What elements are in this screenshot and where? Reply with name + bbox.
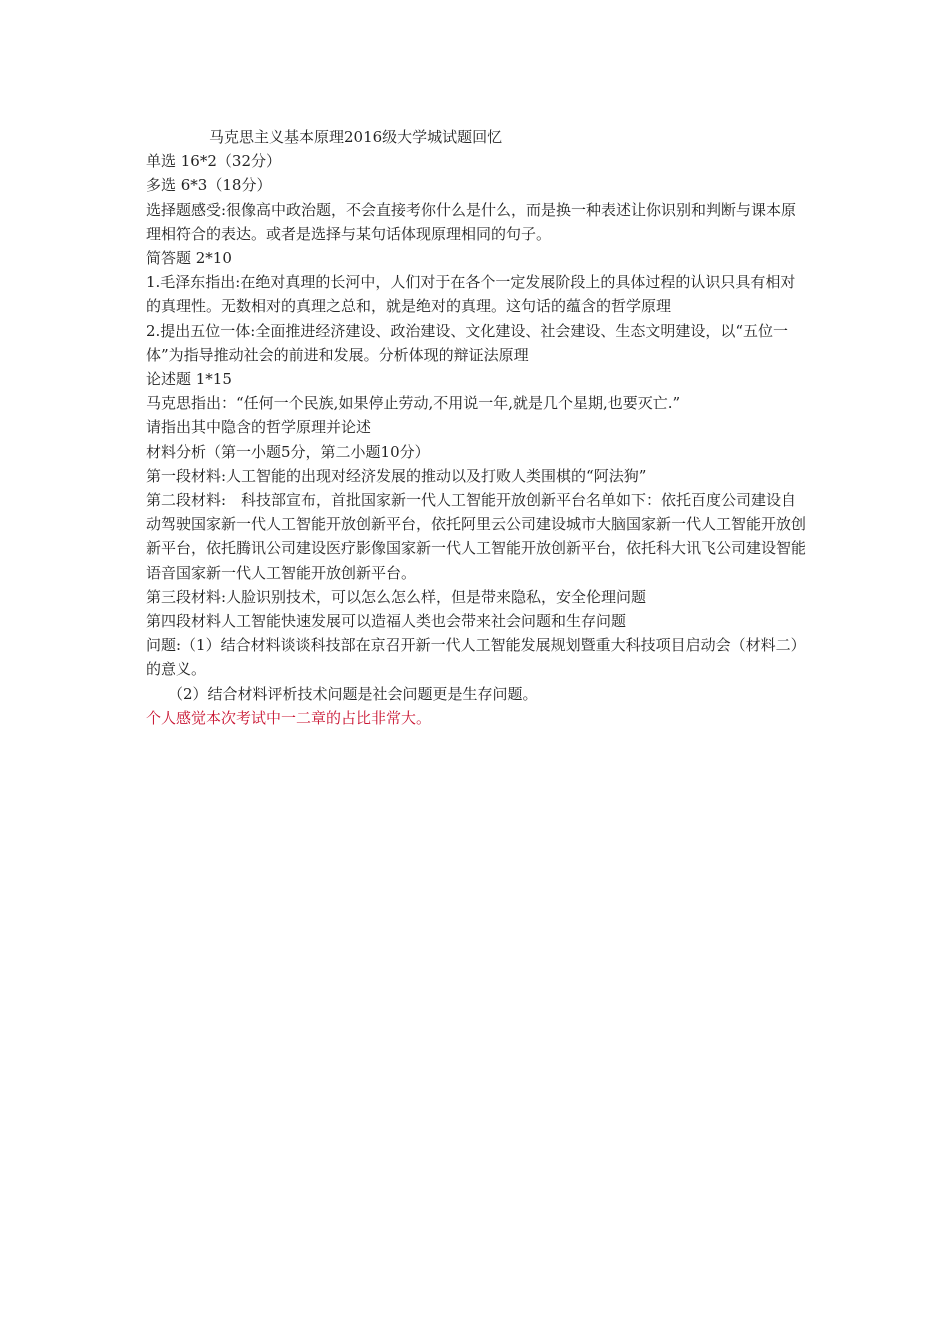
personal-note: 个人感觉本次考试中一二章的占比非常大。: [146, 708, 432, 727]
document-title: 马克思主义基本原理2016级大学城试题回忆: [209, 128, 503, 146]
material-1: 第一段材料:人工智能的出现对经济发展的推动以及打败人类围棋的“阿法狗”: [146, 466, 647, 485]
single-choice-line: 单选 16*2（32分）: [146, 152, 281, 171]
short-answer-question-2: 2.提出五位一体:全面推进经济建设、政治建设、文化建设、社会建设、生态文明建设，以“五位一体”为指导推动社会的前进和发展。分析体现的辩证法原理: [146, 321, 789, 364]
document-body: [146, 125, 808, 730]
short-answer-heading: 简答题 2*10: [146, 249, 232, 268]
choice-impression-paragraph: 选择题感受:很像高中政治题，不会直接考你什么是什么，而是换一种表述让你识别和判断与课本原理相符合的表达。或者是选择与某句话体现原理相同的句子。: [146, 200, 797, 243]
question-1: 问题:（1）结合材料谈谈科技部在京召开新一代人工智能发展规划暨重大科技项目启动会（材料二）的意义。: [146, 636, 806, 679]
essay-instruction: 请指出其中隐含的哲学原理并论述: [146, 418, 372, 437]
multiple-choice-line: 多选 6*3（18分）: [146, 176, 272, 195]
material-analysis-heading: 材料分析（第一小题5分，第二小题10分）: [146, 442, 430, 461]
essay-heading: 论述题 1*15: [146, 370, 232, 389]
short-answer-question-1: 1.毛泽东指出:在绝对真理的长河中，人们对于在各个一定发展阶段上的具体过程的认识只具有相对的真理性。无数相对的真理之总和，就是绝对的真理。这句话的蕴含的哲学原理: [146, 273, 796, 316]
material-2: 第二段材料: 科技部宣布，首批国家新一代人工智能开放创新平台名单如下：依托百度公司建设自动驾驶国家新一代人工智能开放创新平台，依托阿里云公司建设城市大脑国家新一代人工智能开放创新平台，依托腾讯公司建设医疗影像国家新一代人工智能开放创新平台，依托科大讯飞公司建设智能语音国家新一代人工智能开放创新平台。: [146, 491, 807, 582]
material-4: 第四段材料人工智能快速发展可以造福人类也会带来社会问题和生存问题: [146, 612, 627, 631]
material-3: 第三段材料:人脸识别技术，可以怎么怎么样，但是带来隐私，安全伦理问题: [146, 587, 647, 606]
question-2: （2）结合材料评析技术问题是社会问题更是生存问题。: [168, 684, 538, 703]
essay-quote: 马克思指出：“任何一个民族,如果停止劳动,不用说一年,就是几个星期,也要灭亡.”: [146, 394, 681, 413]
